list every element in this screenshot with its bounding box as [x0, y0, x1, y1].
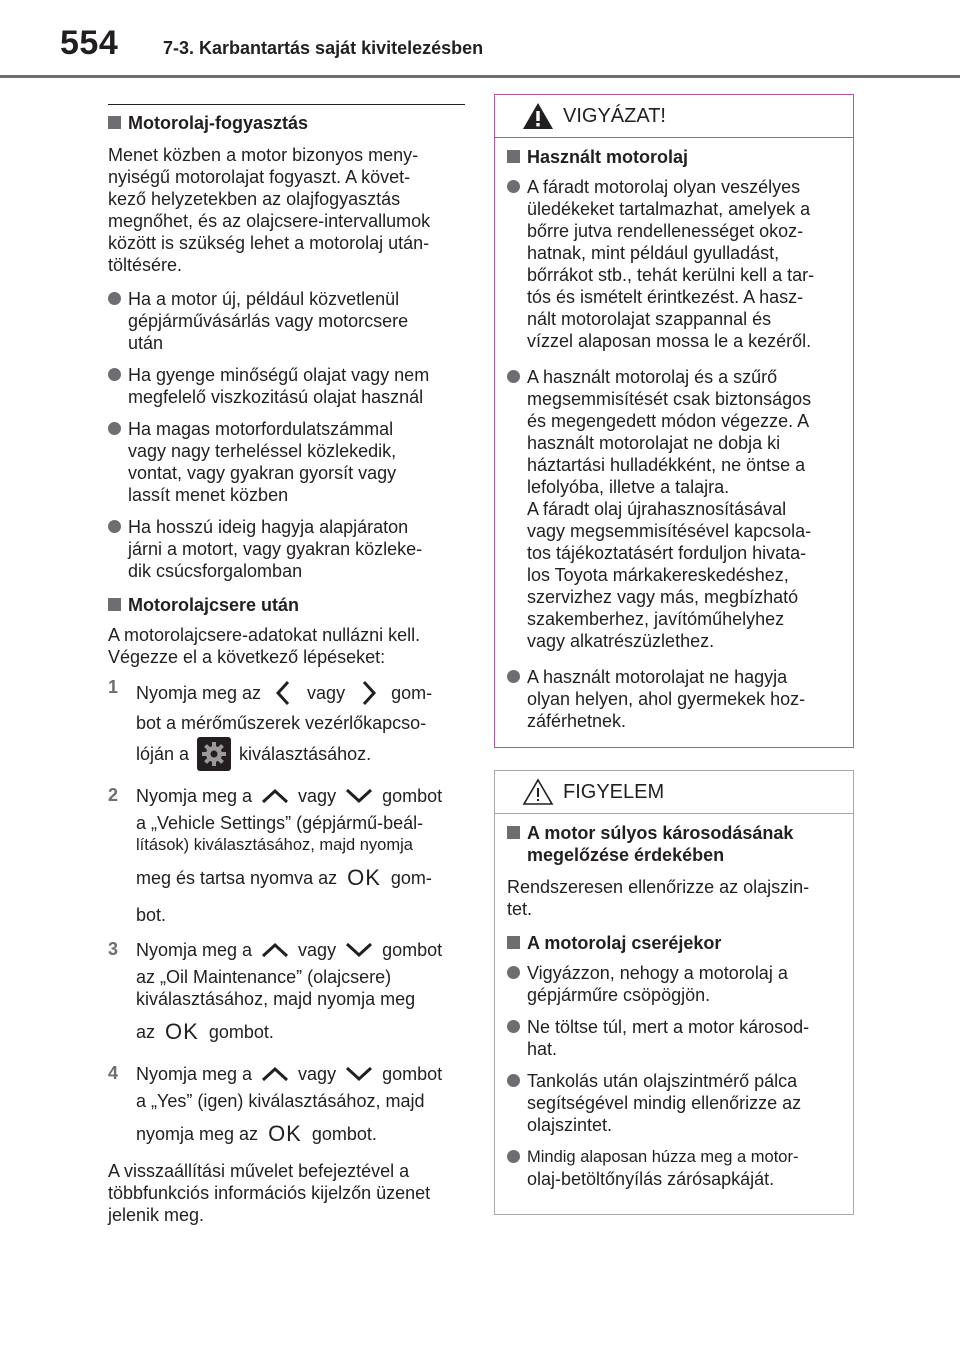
round-bullet-icon — [108, 292, 121, 305]
list-item: Ha hosszú ideig hagyja alapjáraton járni a motort, vagy gyakran közleke- dik csúcsforgalomban — [108, 516, 465, 582]
list-item: Ha a motor új, például közvetlenül gépjárművásárlás vagy motorcsere után — [108, 288, 465, 354]
chevron-right-icon — [351, 678, 385, 708]
warning-subheading: Használt motorolaj — [507, 146, 841, 168]
paragraph-reset-intro: A motorolajcsere-adatokat nullázni kell. Végezze el a következő lépéseket: — [108, 625, 421, 667]
list-item: Mindig alaposan húzza meg a motor- olaj-betöltőnyílás zárósapkáját. — [507, 1146, 841, 1190]
warning-box — [494, 94, 854, 748]
step-4: 4 Nyomja meg a vagy gombot a „Yes” (igen) kiválasztásához, majd nyomja meg az OK gombot. — [108, 1063, 443, 1146]
list-item: Ha gyenge minőségű olajat vagy nem megfelelő viszkozitású olajat használ — [108, 364, 465, 408]
step-1: 1 Nyomja meg az vagy gom- bot a mérőműszerek vezérlőkapcso- lóján a kiválasztásához. — [108, 676, 465, 774]
round-bullet-icon — [507, 1074, 520, 1087]
notice-title: FIGYELEM — [563, 780, 665, 803]
round-bullet-icon — [507, 1150, 520, 1163]
square-bullet-icon — [507, 936, 520, 949]
gear-icon — [197, 737, 231, 771]
warning-triangle-icon — [521, 101, 555, 131]
list-item: A fáradt motorolaj olyan veszélyes üledékeket tartalmazhat, amelyek a bőrre jutva rendellenességet okoz- hatnak, mint például gyulladást, bőrrákot stb., tehát kerülni kell a tar- tós és ismételt érintkezést. A hasz- nált motorolajat szappannal és vízzel alaposan mossa le a kezéről. — [507, 176, 841, 352]
list-item: Ne töltse túl, mert a motor károsod- hat. — [507, 1016, 841, 1060]
notice-paragraph: Rendszeresen ellenőrizze az olajszin- tet. — [507, 877, 810, 919]
chevron-up-icon — [258, 1064, 292, 1084]
round-bullet-icon — [507, 1020, 520, 1033]
chevron-left-icon — [267, 678, 301, 708]
chevron-down-icon — [342, 940, 376, 960]
page-header — [0, 0, 960, 80]
ok-icon: OK — [268, 1121, 302, 1146]
page-number: 554 — [60, 24, 119, 62]
subheading-oil-consumption: Motorolaj-fogyasztás — [108, 112, 465, 134]
round-bullet-icon — [507, 966, 520, 979]
step-2: 2 Nyomja meg a vagy gombot a „Vehicle Settings” (gépjármű-beál- lítások) kiválasztásához, majd nyomja meg és tartsa nyomva az OK gom- bot. — [108, 785, 443, 925]
notice-subheading-oil-change: A motorolaj cseréjekor — [507, 932, 841, 954]
chevron-up-icon — [258, 786, 292, 806]
chevron-down-icon — [342, 786, 376, 806]
left-column — [108, 104, 465, 1226]
round-bullet-icon — [507, 180, 520, 193]
chevron-up-icon — [258, 940, 292, 960]
section-title: 7-3. Karbantartás saját kivitelezésben — [163, 38, 484, 58]
warning-title: VIGYÁZAT! — [563, 104, 666, 127]
round-bullet-icon — [108, 520, 121, 533]
round-bullet-icon — [108, 368, 121, 381]
round-bullet-icon — [507, 370, 520, 383]
notice-subheading-engine-damage: A motor súlyos károsodásának megelőzése érdekében — [507, 822, 841, 866]
square-bullet-icon — [108, 598, 121, 611]
round-bullet-icon — [108, 422, 121, 435]
notice-box-header — [495, 771, 853, 814]
step-3: 3 Nyomja meg a vagy gombot az „Oil Maintenance” (olajcsere) kiválasztásához, majd nyomja meg az OK gombot. — [108, 939, 443, 1044]
list-item: Vigyázzon, nehogy a motorolaj a gépjárműre csöpögjön. — [507, 962, 841, 1006]
square-bullet-icon — [108, 116, 121, 129]
square-bullet-icon — [507, 150, 520, 163]
list-item: Tankolás után olajszintmérő pálca segítségével mindig ellenőrizze az olajszintet. — [507, 1070, 841, 1136]
list-item: Ha magas motorfordulatszámmal vagy nagy terheléssel közlekedik, vontat, vagy gyakran gyorsít vagy lassít menet közben — [108, 418, 465, 506]
subheading-after-oil-change: Motorolajcsere után — [108, 594, 465, 616]
list-item: A használt motorolajat ne hagyja olyan helyen, ahol gyermekek hoz- záférhetnek. — [507, 666, 841, 732]
square-bullet-icon — [507, 826, 520, 839]
ok-icon: OK — [165, 1019, 199, 1044]
paragraph-oil-consumption: Menet közben a motor bizonyos meny- nyiségű motorolajat fogyaszt. A követ- kező helyzetekben az olajfogyasztás megnőhet, és az olajcsere-intervallumok között is szükség lehet a motorolaj után- töltésére. — [108, 145, 431, 275]
warning-triangle-icon — [521, 777, 555, 807]
paragraph-reset-complete: A visszaállítási művelet befejeztével a többfunkciós információs kijelzőn üzenet jelenik meg. — [108, 1161, 431, 1225]
notice-box — [494, 770, 854, 1215]
header-rule — [0, 75, 960, 78]
round-bullet-icon — [507, 670, 520, 683]
list-item: A használt motorolaj és a szűrő megsemmisítését csak biztonságos és megengedett módon végezze. A használt motorolajat ne dobja ki háztartási hulladékként, ne öntse a lefolyóba, illetve a talajra. A fáradt olaj újrahasznosításával vagy megsemmisítésével kapcsola- tos tájékoztatásért forduljon hivata- los Toyota márkakereskedéshez, szervizhez vagy más, megbízható szakemberhez, javítóműhelyhez vagy alkatrészüzlethez. — [507, 366, 841, 652]
chevron-down-icon — [342, 1064, 376, 1084]
warning-box-header — [495, 95, 853, 138]
ok-icon: OK — [347, 865, 381, 890]
